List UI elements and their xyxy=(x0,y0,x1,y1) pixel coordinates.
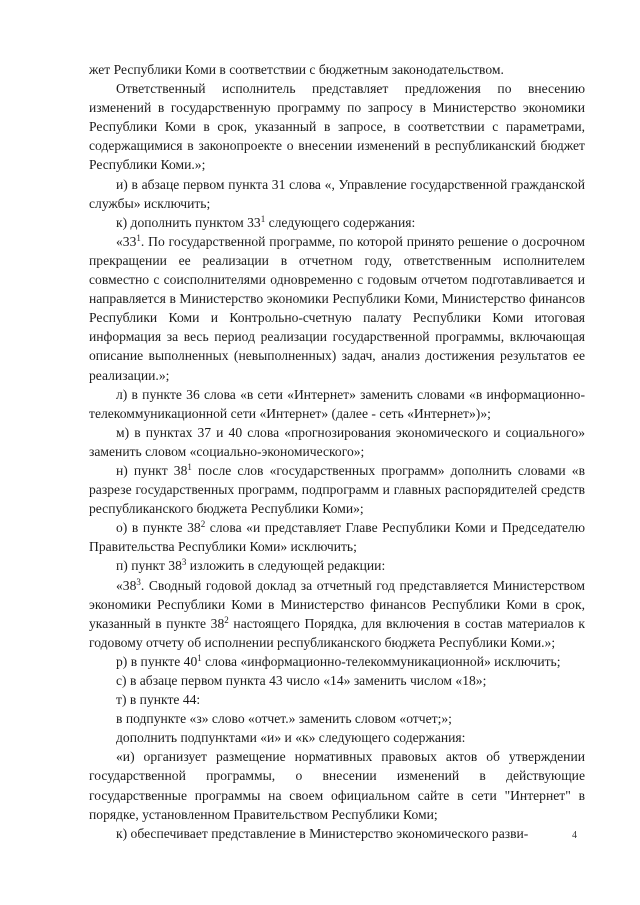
paragraph xyxy=(89,671,585,690)
superscript: 3 xyxy=(181,557,187,568)
paragraph xyxy=(89,423,585,461)
paragraph xyxy=(89,747,585,823)
paragraph-text: к) обеспечивает представление в Министерство экономического разви- xyxy=(116,825,529,841)
paragraph-text: «и) организует размещение нормативных правовых актов об утверждении государственной программы, о внесении изменений в действующие государственные программы на своем официальном сайте в сети "Интернет" в порядке, установленном Правительством Республики Коми; xyxy=(89,749,585,822)
paragraph-text: в подпункте «з» слово «отчет.» заменить словом «отчет;»; xyxy=(116,711,452,727)
paragraph xyxy=(89,709,585,728)
paragraph xyxy=(89,213,585,232)
paragraph-text: и) в абзаце первом пункта 31 слова «, Управление государственной гражданской службы» исключить; xyxy=(89,176,585,211)
paragraph-text: следующего содержания: xyxy=(265,214,416,230)
paragraph xyxy=(89,232,585,385)
paragraph xyxy=(89,79,585,174)
paragraph xyxy=(89,60,585,79)
paragraph-text: «33 xyxy=(116,233,137,249)
superscript: 1 xyxy=(136,232,141,243)
paragraph-text: жет Республики Коми в соответствии с бюджетным законодательством. xyxy=(89,62,504,77)
paragraph-text: м) в пунктах 37 и 40 слова «прогнозирования экономического и социального» заменить словом «социально-экономического»; xyxy=(89,424,585,459)
paragraph-text: изложить в следующей редакции: xyxy=(186,558,386,574)
document-body xyxy=(89,60,585,843)
paragraph-text: слова «информационно-телекоммуникационной» исключить; xyxy=(201,653,561,669)
superscript: 2 xyxy=(200,519,206,530)
paragraph xyxy=(89,576,585,652)
paragraph-text: о) в пункте 38 xyxy=(116,520,201,536)
paragraph-text: слова «и представляет Главе Республики Коми и Председателю Правительства Республики Коми» исключить; xyxy=(89,520,585,555)
paragraph-text: с) в абзаце первом пункта 43 число «14» заменить числом «18»; xyxy=(116,673,487,688)
paragraph-text: л) в пункте 36 слова «в сети «Интернет» заменить словами «в информационно-телекоммуникационной сети «Интернет» (далее - сеть «Интернет»)»; xyxy=(89,386,585,421)
page-number: 4 xyxy=(572,830,577,841)
paragraph-text: р) в пункте 40 xyxy=(116,653,198,669)
paragraph-text: н) пункт 38 xyxy=(116,462,188,478)
superscript: 3 xyxy=(136,576,141,587)
paragraph xyxy=(89,728,585,747)
paragraph xyxy=(89,518,585,556)
paragraph xyxy=(89,556,585,575)
paragraph xyxy=(89,175,585,213)
paragraph xyxy=(89,690,585,709)
paragraph-text: «38 xyxy=(116,577,137,593)
paragraph-text: настоящего Порядка, для включения в состав материалов к годовому отчету об исполнении республиканского бюджета Республики Коми.»; xyxy=(89,615,585,650)
paragraph-text: к) дополнить пунктом 33 xyxy=(116,214,261,230)
paragraph-text: п) пункт 38 xyxy=(116,558,182,574)
paragraph-text: т) в пункте 44: xyxy=(116,692,201,708)
superscript: 1 xyxy=(197,652,202,663)
paragraph xyxy=(89,461,585,518)
paragraph-text: дополнить подпунктами «и» и «к» следующего содержания: xyxy=(116,730,466,746)
paragraph-text: Ответственный исполнитель представляет предложения по внесению изменений в государственную программу по запросу в Министерство экономики Республики Коми в срок, указанный в запросе, в соответствии с параметрами, содержащимися в законопроекте о внесении изменений в республиканский бюджет Республики Коми.»; xyxy=(89,81,585,173)
paragraph-text: после слов «государственных программ» дополнить словами «в разрезе государственных программ, подпрограмм и главных распорядителей средств республиканского бюджета Республики Коми»; xyxy=(89,462,585,517)
paragraph-text: . Сводный годовой доклад за отчетный год представляется Министерством экономики Республики Коми в Министерство финансов Республики Коми в срок, указанный в пункте 38 xyxy=(89,577,585,631)
superscript: 2 xyxy=(224,614,229,625)
paragraph xyxy=(89,385,585,423)
paragraph-text: . По государственной программе, по которой принято решение о досрочном прекращении ее реализации в отчетном году, ответственным исполнителем совместно с соисполнителями одновременно с годовым отчетом подготавливается и направляется в Министерство экономики Республики Коми, Министерство финансов Республики Коми и Контрольно-счетную палату Республики Коми итоговая информация за весь период реализации государственной программы, включающая описание выполненных (невыполненных) задач, анализ достижения результатов ее реализации.»; xyxy=(89,233,585,383)
paragraph xyxy=(89,652,585,671)
superscript: 1 xyxy=(187,461,192,472)
paragraph xyxy=(89,824,585,843)
superscript: 1 xyxy=(260,213,266,224)
